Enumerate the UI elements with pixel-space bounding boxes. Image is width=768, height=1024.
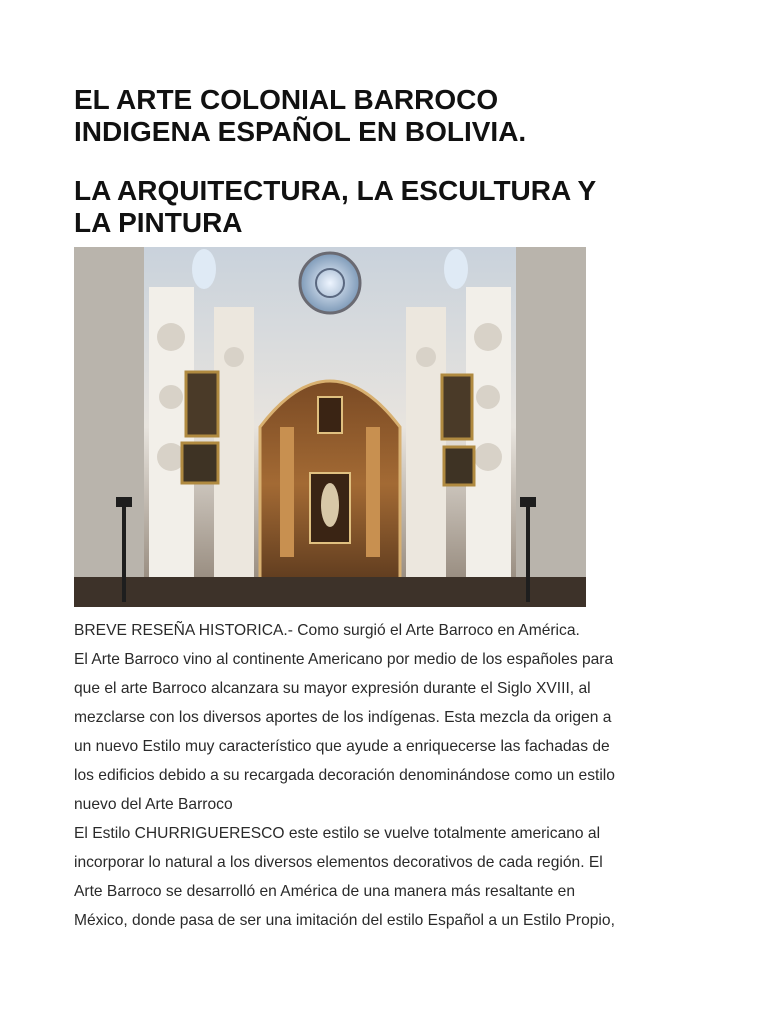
altar-illustration [74,247,586,607]
subtitle-line-2: LA PINTURA [74,207,243,238]
subtitle-line-1: LA ARQUITECTURA, LA ESCULTURA Y [74,175,597,206]
body-line-9: incorporar lo natural a los diversos elementos decorativos de cada región. El [74,854,603,871]
body-line-8: El Estilo CHURRIGUERESCO este estilo se vuelve totalmente americano al [74,825,601,842]
body-line-1: BREVE RESEÑA HISTORICA.- Como surgió el Arte Barroco en América. [74,622,580,639]
body-line-2: El Arte Barroco vino al continente Americano por medio de los españoles para [74,651,614,668]
body-line-4: mezclarse con los diversos aportes de los indígenas. Esta mezcla da origen a [74,709,612,726]
title-line-2: INDIGENA ESPAÑOL EN BOLIVIA. [74,116,527,147]
body-line-10: Arte Barroco se desarrolló en América de una manera más resaltante en [74,883,575,900]
body-line-11: México, donde pasa de ser una imitación del estilo Español a un Estilo Propio, [74,912,615,929]
document-body [74,616,694,935]
body-line-5: un nuevo Estilo muy característico que ayude a enriquecerse las fachadas de [74,738,610,755]
body-line-6: los edificios debido a su recargada decoración denominándose como un estilo [74,767,615,784]
body-line-3: que el arte Barroco alcanzara su mayor expresión durante el Siglo XVIII, al [74,680,591,697]
title-line-1: EL ARTE COLONIAL BARROCO [74,84,499,115]
baroque-altar-photo [74,247,586,607]
document-subtitle [74,175,714,239]
document-title [74,84,714,148]
body-line-7: nuevo del Arte Barroco [74,796,233,813]
